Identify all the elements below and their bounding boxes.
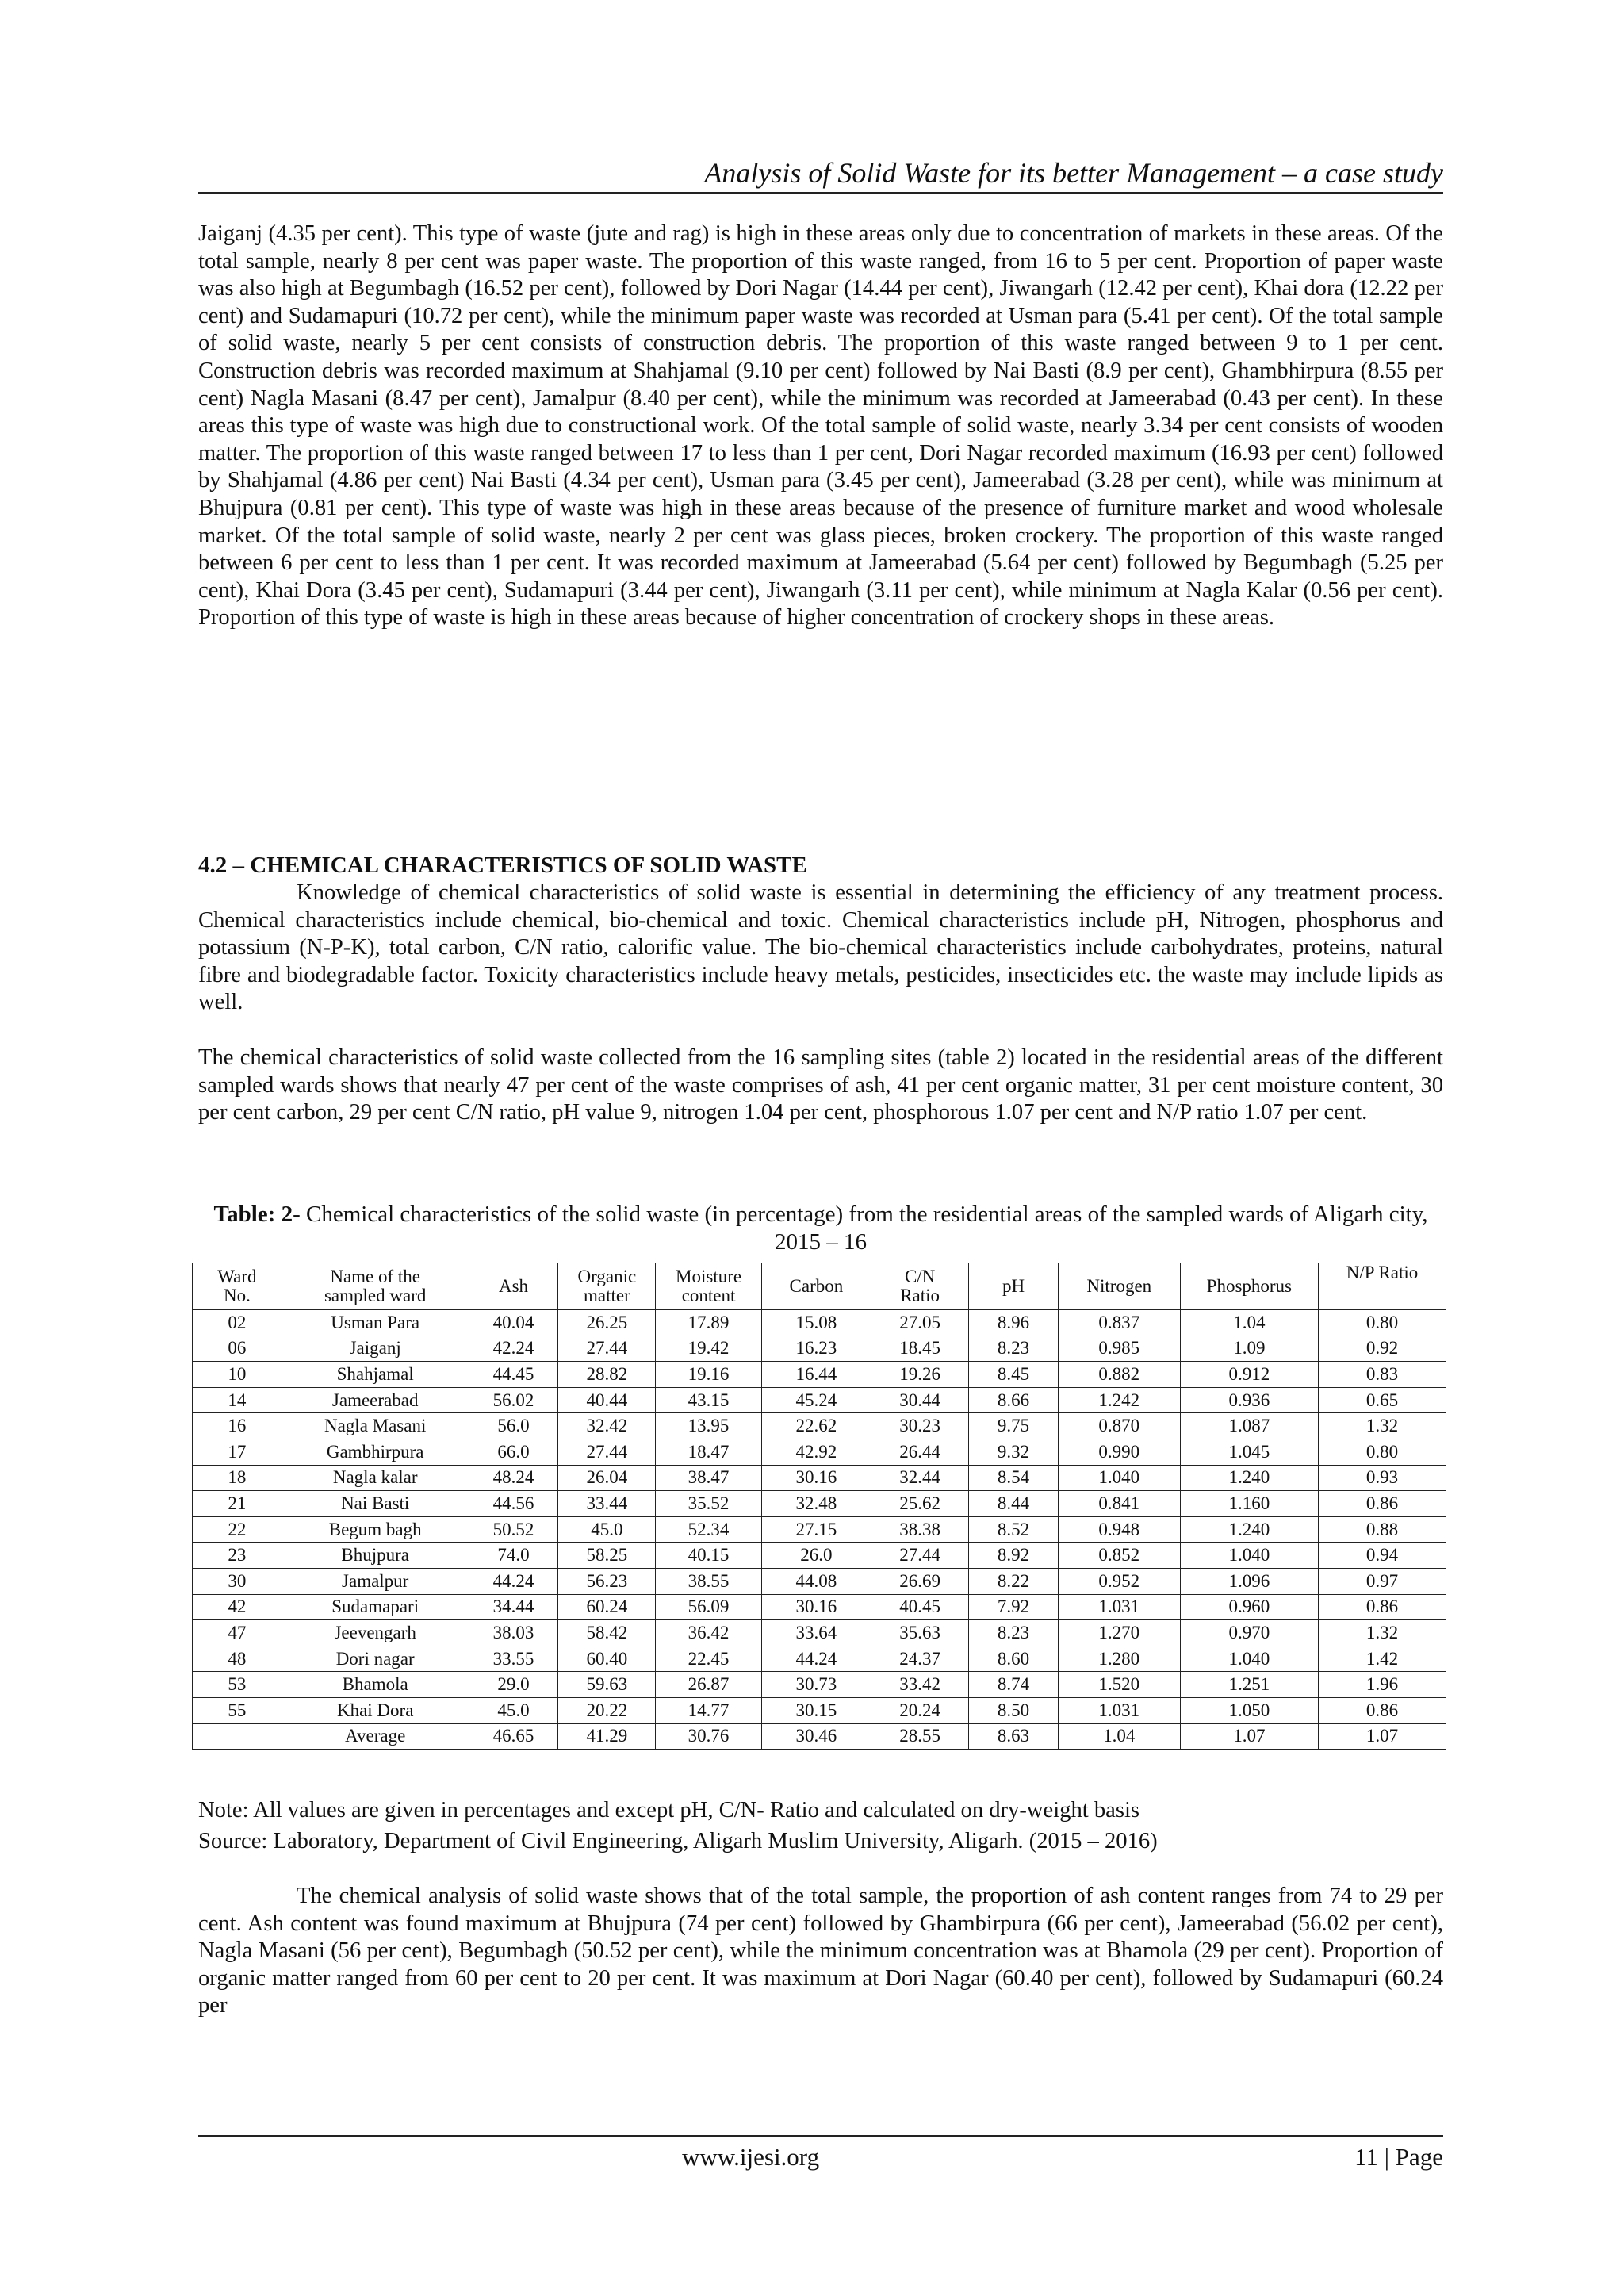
- cell-cn-ratio: 32.44: [871, 1465, 969, 1491]
- cell-moisture-content: 14.77: [656, 1697, 761, 1723]
- cell-nitrogen: 1.040: [1058, 1465, 1180, 1491]
- cell-organic-matter: 32.42: [558, 1413, 656, 1439]
- cell-ward-name: Jaiganj: [282, 1336, 469, 1362]
- cell-ward-name: Sudamapari: [282, 1594, 469, 1620]
- cell-carbon: 22.62: [761, 1413, 871, 1439]
- cell-np-ratio: 0.80: [1318, 1439, 1446, 1465]
- cell-ward-name: Khai Dora: [282, 1697, 469, 1723]
- cell-nitrogen: 1.031: [1058, 1594, 1180, 1620]
- cell-ward-no: 53: [193, 1672, 282, 1698]
- cell-organic-matter: 28.82: [558, 1362, 656, 1388]
- cell-np-ratio: 0.94: [1318, 1543, 1446, 1569]
- cell-nitrogen: 0.948: [1058, 1516, 1180, 1543]
- cell-np-ratio: 0.97: [1318, 1568, 1446, 1594]
- cell-ash: 33.55: [469, 1646, 558, 1672]
- table-average-row: [193, 1723, 1446, 1750]
- table-row: [193, 1646, 1446, 1672]
- cell-phosphorus: 0.960: [1180, 1594, 1318, 1620]
- cell-moisture-content: 13.95: [656, 1413, 761, 1439]
- cell-ward-name: Usman Para: [282, 1310, 469, 1336]
- paragraph-chemical-summary: The chemical characteristics of solid waste collected from the 16 sampling sites (table 2) located in the residential areas of the different sampled wards shows that nearly 47 per cent of the waste comprises of ash, 41 per cent organic matter, 31 per cent moisture content, 30 per cent carbon, 29 per cent C/N ratio, pH value 9, nitrogen 1.04 per cent, phosphorous 1.07 per cent and N/P ratio 1.07 per cent.: [198, 1045, 1443, 1125]
- cell-carbon: 16.44: [761, 1362, 871, 1388]
- cell-nitrogen: 0.852: [1058, 1543, 1180, 1569]
- cell-ph: 8.60: [969, 1646, 1059, 1672]
- cell-ph: 8.23: [969, 1620, 1059, 1646]
- cell-nitrogen: 0.837: [1058, 1310, 1180, 1336]
- cell-phosphorus: 0.912: [1180, 1362, 1318, 1388]
- cell-ward-no: 48: [193, 1646, 282, 1672]
- cell-ward-name: Bhujpura: [282, 1543, 469, 1569]
- cell-nitrogen: 1.270: [1058, 1620, 1180, 1646]
- cell-cn-ratio: 25.62: [871, 1491, 969, 1517]
- cell-ph: 8.52: [969, 1516, 1059, 1543]
- cell-ash: 56.02: [469, 1387, 558, 1413]
- cell-phosphorus: 1.096: [1180, 1568, 1318, 1594]
- cell-ward-name: Gambhirpura: [282, 1439, 469, 1465]
- cell-moisture-content: 40.15: [656, 1543, 761, 1569]
- cell-ash: 44.56: [469, 1491, 558, 1517]
- cell-ward-no: 18: [193, 1465, 282, 1491]
- cell-ward-name: Average: [282, 1723, 469, 1750]
- cell-organic-matter: 41.29: [558, 1723, 656, 1750]
- cell-ash: 48.24: [469, 1465, 558, 1491]
- cell-nitrogen: 1.242: [1058, 1387, 1180, 1413]
- cell-phosphorus: 1.040: [1180, 1646, 1318, 1672]
- cell-ward-name: Dori nagar: [282, 1646, 469, 1672]
- cell-ward-name: Begum bagh: [282, 1516, 469, 1543]
- cell-ph: 7.92: [969, 1594, 1059, 1620]
- table-row: [193, 1568, 1446, 1594]
- table-caption-text: Chemical characteristics of the solid waste (in percentage) from the residential areas of the sampled wards of Aligarh city, 2015 – 16: [300, 1202, 1428, 1255]
- cell-cn-ratio: 20.24: [871, 1697, 969, 1723]
- cell-np-ratio: 1.07: [1318, 1723, 1446, 1750]
- cell-np-ratio: 0.88: [1318, 1516, 1446, 1543]
- cell-ward-no: 55: [193, 1697, 282, 1723]
- cell-moisture-content: 19.42: [656, 1336, 761, 1362]
- cell-ward-name: Jamalpur: [282, 1568, 469, 1594]
- cell-carbon: 30.73: [761, 1672, 871, 1698]
- cell-ash: 50.52: [469, 1516, 558, 1543]
- header-rule: [198, 192, 1443, 194]
- table-row: [193, 1672, 1446, 1698]
- header-ph: pH: [969, 1263, 1059, 1310]
- cell-organic-matter: 45.0: [558, 1516, 656, 1543]
- cell-moisture-content: 19.16: [656, 1362, 761, 1388]
- table-row: [193, 1362, 1446, 1388]
- cell-nitrogen: 1.04: [1058, 1723, 1180, 1750]
- cell-np-ratio: 0.92: [1318, 1336, 1446, 1362]
- cell-ward-no: [193, 1723, 282, 1750]
- cell-ash: 66.0: [469, 1439, 558, 1465]
- cell-ward-no: 30: [193, 1568, 282, 1594]
- cell-ward-no: 22: [193, 1516, 282, 1543]
- cell-carbon: 30.16: [761, 1594, 871, 1620]
- cell-carbon: 33.64: [761, 1620, 871, 1646]
- table-note: Note: All values are given in percentages and except pH, C/N- Ratio and calculated on dry-weight basis: [198, 1798, 1140, 1823]
- cell-ash: 44.24: [469, 1568, 558, 1594]
- cell-cn-ratio: 28.55: [871, 1723, 969, 1750]
- cell-ward-name: Jeevengarh: [282, 1620, 469, 1646]
- header-carbon: Carbon: [761, 1263, 871, 1310]
- table-row: [193, 1620, 1446, 1646]
- table-row: [193, 1413, 1446, 1439]
- cell-ash: 46.65: [469, 1723, 558, 1750]
- cell-cn-ratio: 35.63: [871, 1620, 969, 1646]
- cell-moisture-content: 22.45: [656, 1646, 761, 1672]
- cell-np-ratio: 1.96: [1318, 1672, 1446, 1698]
- cell-np-ratio: 1.42: [1318, 1646, 1446, 1672]
- header-phosphorus: Phosphorus: [1180, 1263, 1318, 1310]
- cell-cn-ratio: 26.44: [871, 1439, 969, 1465]
- cell-nitrogen: 0.985: [1058, 1336, 1180, 1362]
- cell-moisture-content: 35.52: [656, 1491, 761, 1517]
- cell-ash: 34.44: [469, 1594, 558, 1620]
- table-row: [193, 1697, 1446, 1723]
- cell-moisture-content: 36.42: [656, 1620, 761, 1646]
- table-row: [193, 1336, 1446, 1362]
- cell-ward-no: 16: [193, 1413, 282, 1439]
- table-caption: [198, 1201, 1443, 1256]
- cell-nitrogen: 0.952: [1058, 1568, 1180, 1594]
- cell-phosphorus: 1.087: [1180, 1413, 1318, 1439]
- paragraph-chemical-analysis: The chemical analysis of solid waste shows that of the total sample, the proportion of ash content ranges from 74 to 29 per cent. Ash content was found maximum at Bhujpura (74 per cent) followed by Ghambirpura (66 per cent), Jameerabad (56.02 per cent), Nagla Masani (56 per cent), Begumbagh (50.52 per cent), while the minimum concentration was at Bhamola (29 per cent). Proportion of organic matter ranged from 60 per cent to 20 per cent. It was maximum at Dori Nagar (60.40 per cent), followed by Sudamapuri (60.24 per: [198, 1884, 1443, 2018]
- cell-ph: 9.75: [969, 1413, 1059, 1439]
- cell-organic-matter: 26.25: [558, 1310, 656, 1336]
- cell-carbon: 32.48: [761, 1491, 871, 1517]
- cell-cn-ratio: 40.45: [871, 1594, 969, 1620]
- cell-moisture-content: 17.89: [656, 1310, 761, 1336]
- cell-ph: 8.92: [969, 1543, 1059, 1569]
- document-page: [198, 0, 1443, 2296]
- cell-ash: 42.24: [469, 1336, 558, 1362]
- cell-carbon: 30.46: [761, 1723, 871, 1750]
- table-row: [193, 1491, 1446, 1517]
- table-source: Source: Laboratory, Department of Civil Engineering, Aligarh Muslim University, Aligarh. (2015 – 2016): [198, 1829, 1158, 1853]
- cell-organic-matter: 59.63: [558, 1672, 656, 1698]
- cell-moisture-content: 38.47: [656, 1465, 761, 1491]
- cell-np-ratio: 0.86: [1318, 1491, 1446, 1517]
- cell-ward-name: Shahjamal: [282, 1362, 469, 1388]
- cell-carbon: 15.08: [761, 1310, 871, 1336]
- cell-ash: 45.0: [469, 1697, 558, 1723]
- footer-page-number: 11 | Page: [1354, 2143, 1443, 2171]
- cell-nitrogen: 0.882: [1058, 1362, 1180, 1388]
- cell-ash: 74.0: [469, 1543, 558, 1569]
- cell-carbon: 26.0: [761, 1543, 871, 1569]
- cell-ph: 9.32: [969, 1439, 1059, 1465]
- cell-ph: 8.54: [969, 1465, 1059, 1491]
- table-row: [193, 1387, 1446, 1413]
- cell-phosphorus: 1.050: [1180, 1697, 1318, 1723]
- header-ward-name: Name of the sampled ward: [282, 1263, 469, 1310]
- cell-ward-no: 14: [193, 1387, 282, 1413]
- cell-phosphorus: 1.251: [1180, 1672, 1318, 1698]
- footer-url: www.ijesi.org: [682, 2143, 820, 2171]
- table-row: [193, 1594, 1446, 1620]
- cell-phosphorus: 1.045: [1180, 1439, 1318, 1465]
- header-organic-matter: Organic matter: [558, 1263, 656, 1310]
- cell-cn-ratio: 27.44: [871, 1543, 969, 1569]
- cell-carbon: 27.15: [761, 1516, 871, 1543]
- header-ash: Ash: [469, 1263, 558, 1310]
- paragraph-chemical-intro: Knowledge of chemical characteristics of solid waste is essential in determining the efficiency of any treatment process. Chemical characteristics include chemical, bio-chemical and toxic. Chemical characteristics include pH, Nitrogen, phosphorus and potassium (N-P-K), total carbon, C/N ratio, calorific value. The bio-chemical characteristics include carbohydrates, proteins, natural fibre and biodegradable factor. Toxicity characteristics include heavy metals, pesticides, insecticides etc. the waste may include lipids as well.: [198, 880, 1443, 1015]
- cell-cn-ratio: 30.44: [871, 1387, 969, 1413]
- cell-organic-matter: 58.25: [558, 1543, 656, 1569]
- cell-ash: 56.0: [469, 1413, 558, 1439]
- cell-ward-no: 21: [193, 1491, 282, 1517]
- cell-ph: 8.74: [969, 1672, 1059, 1698]
- cell-organic-matter: 26.04: [558, 1465, 656, 1491]
- cell-ward-no: 23: [193, 1543, 282, 1569]
- cell-ward-name: Nagla Masani: [282, 1413, 469, 1439]
- cell-organic-matter: 33.44: [558, 1491, 656, 1517]
- cell-np-ratio: 0.93: [1318, 1465, 1446, 1491]
- cell-ward-no: 47: [193, 1620, 282, 1646]
- table-caption-label: Table: 2-: [213, 1202, 301, 1227]
- cell-organic-matter: 56.23: [558, 1568, 656, 1594]
- table-row: [193, 1465, 1446, 1491]
- cell-cn-ratio: 26.69: [871, 1568, 969, 1594]
- cell-organic-matter: 60.40: [558, 1646, 656, 1672]
- running-header: Analysis of Solid Waste for its better Management – a case study: [704, 157, 1443, 189]
- cell-ph: 8.45: [969, 1362, 1059, 1388]
- cell-organic-matter: 58.42: [558, 1620, 656, 1646]
- cell-np-ratio: 0.86: [1318, 1697, 1446, 1723]
- cell-phosphorus: 1.040: [1180, 1543, 1318, 1569]
- table-row: [193, 1310, 1446, 1336]
- cell-moisture-content: 43.15: [656, 1387, 761, 1413]
- cell-carbon: 44.24: [761, 1646, 871, 1672]
- cell-organic-matter: 27.44: [558, 1439, 656, 1465]
- cell-carbon: 42.92: [761, 1439, 871, 1465]
- cell-ph: 8.96: [969, 1310, 1059, 1336]
- section-heading: 4.2 – CHEMICAL CHARACTERISTICS OF SOLID WASTE: [198, 853, 807, 878]
- cell-organic-matter: 20.22: [558, 1697, 656, 1723]
- cell-phosphorus: 1.240: [1180, 1465, 1318, 1491]
- cell-ph: 8.44: [969, 1491, 1059, 1517]
- cell-ward-no: 42: [193, 1594, 282, 1620]
- cell-carbon: 16.23: [761, 1336, 871, 1362]
- cell-moisture-content: 30.76: [656, 1723, 761, 1750]
- cell-np-ratio: 1.32: [1318, 1620, 1446, 1646]
- cell-nitrogen: 0.841: [1058, 1491, 1180, 1517]
- cell-cn-ratio: 18.45: [871, 1336, 969, 1362]
- cell-moisture-content: 38.55: [656, 1568, 761, 1594]
- cell-ward-no: 02: [193, 1310, 282, 1336]
- cell-cn-ratio: 24.37: [871, 1646, 969, 1672]
- cell-carbon: 44.08: [761, 1568, 871, 1594]
- cell-ph: 8.22: [969, 1568, 1059, 1594]
- cell-moisture-content: 26.87: [656, 1672, 761, 1698]
- cell-nitrogen: 1.280: [1058, 1646, 1180, 1672]
- cell-carbon: 30.16: [761, 1465, 871, 1491]
- cell-phosphorus: 1.240: [1180, 1516, 1318, 1543]
- footer-rule: [198, 2135, 1443, 2137]
- header-ward-no: Ward No.: [193, 1263, 282, 1310]
- cell-ph: 8.66: [969, 1387, 1059, 1413]
- table-row: [193, 1543, 1446, 1569]
- cell-nitrogen: 1.520: [1058, 1672, 1180, 1698]
- cell-np-ratio: 0.65: [1318, 1387, 1446, 1413]
- cell-moisture-content: 18.47: [656, 1439, 761, 1465]
- table-body: [193, 1310, 1446, 1750]
- cell-ward-name: Nai Basti: [282, 1491, 469, 1517]
- cell-organic-matter: 27.44: [558, 1336, 656, 1362]
- cell-ward-no: 10: [193, 1362, 282, 1388]
- cell-np-ratio: 0.80: [1318, 1310, 1446, 1336]
- cell-phosphorus: 1.04: [1180, 1310, 1318, 1336]
- cell-nitrogen: 0.990: [1058, 1439, 1180, 1465]
- header-np-ratio: N/P Ratio: [1318, 1263, 1446, 1310]
- cell-nitrogen: 0.870: [1058, 1413, 1180, 1439]
- header-cn-ratio: C/N Ratio: [871, 1263, 969, 1310]
- cell-carbon: 30.15: [761, 1697, 871, 1723]
- cell-np-ratio: 0.86: [1318, 1594, 1446, 1620]
- table-header-row: [193, 1263, 1446, 1310]
- cell-ward-name: Nagla kalar: [282, 1465, 469, 1491]
- cell-phosphorus: 1.09: [1180, 1336, 1318, 1362]
- paragraph-waste-composition: Jaiganj (4.35 per cent). This type of waste (jute and rag) is high in these areas only due to concentration of markets in these areas. Of the total sample, nearly 8 per cent was paper waste. The proportion of this waste ranged, from 16 to 5 per cent. Proportion of paper waste was also high at Begumbagh (16.52 per cent), followed by Dori Nagar (14.44 per cent), Jiwangarh (12.42 per cent), Khai dora (12.22 per cent) and Sudamapuri (10.72 per cent), while the minimum paper waste was recorded at Usman para (5.41 per cent). Of the total sample of solid waste, nearly 5 per cent consists of construction debris. The proportion of this waste ranged between 9 to 1 per cent. Construction debris was recorded maximum at Shahjamal (9.10 per cent) followed by Nai Basti (8.9 per cent), Ghambhirpura (8.55 per cent) Nagla Masani (8.47 per cent), Jamalpur (8.40 per cent), while the minimum was recorded at Jameerabad (0.43 per cent). In these areas this type of waste was high due to constructional work. Of the total sample of solid waste, nearly 3.34 per cent consists of wooden matter. The proportion of this waste ranged between 17 to less than 1 per cent, Dori Nagar recorded maximum (16.93 per cent) followed by Shahjamal (4.86 per cent) Nai Basti (4.34 per cent), Usman para (3.45 per cent), Jameerabad (3.28 per cent), while was minimum at Bhujpura (0.81 per cent). This type of waste was high in these areas because of the presence of furniture market and wood wholesale market. Of the total sample of solid waste, nearly 2 per cent was glass pieces, broken crockery. The proportion of this waste ranged between 6 per cent to less than 1 per cent. It was recorded maximum at Jameerabad (5.64 per cent) followed by Begumbagh (5.25 per cent), Khai Dora (3.45 per cent), Sudamapuri (3.44 per cent), Jiwangarh (3.11 per cent), while minimum at Nagla Kalar (0.56 per cent). Proportion of this type of waste is high in these areas because of higher concentration of crockery shops in these areas.: [198, 221, 1443, 631]
- cell-cn-ratio: 33.42: [871, 1672, 969, 1698]
- chemical-characteristics-table: [192, 1263, 1446, 1750]
- cell-ph: 8.63: [969, 1723, 1059, 1750]
- cell-phosphorus: 1.07: [1180, 1723, 1318, 1750]
- cell-np-ratio: 0.83: [1318, 1362, 1446, 1388]
- cell-ash: 40.04: [469, 1310, 558, 1336]
- cell-ph: 8.50: [969, 1697, 1059, 1723]
- cell-moisture-content: 52.34: [656, 1516, 761, 1543]
- cell-ash: 38.03: [469, 1620, 558, 1646]
- table-row: [193, 1516, 1446, 1543]
- cell-cn-ratio: 38.38: [871, 1516, 969, 1543]
- table-row: [193, 1439, 1446, 1465]
- cell-phosphorus: 1.160: [1180, 1491, 1318, 1517]
- cell-ash: 44.45: [469, 1362, 558, 1388]
- cell-organic-matter: 60.24: [558, 1594, 656, 1620]
- cell-np-ratio: 1.32: [1318, 1413, 1446, 1439]
- cell-nitrogen: 1.031: [1058, 1697, 1180, 1723]
- cell-moisture-content: 56.09: [656, 1594, 761, 1620]
- cell-phosphorus: 0.970: [1180, 1620, 1318, 1646]
- cell-ph: 8.23: [969, 1336, 1059, 1362]
- cell-ash: 29.0: [469, 1672, 558, 1698]
- cell-cn-ratio: 27.05: [871, 1310, 969, 1336]
- header-moisture-content: Moisture content: [656, 1263, 761, 1310]
- cell-organic-matter: 40.44: [558, 1387, 656, 1413]
- cell-ward-name: Bhamola: [282, 1672, 469, 1698]
- cell-phosphorus: 0.936: [1180, 1387, 1318, 1413]
- cell-cn-ratio: 19.26: [871, 1362, 969, 1388]
- cell-ward-name: Jameerabad: [282, 1387, 469, 1413]
- cell-ward-no: 17: [193, 1439, 282, 1465]
- header-nitrogen: Nitrogen: [1058, 1263, 1180, 1310]
- cell-carbon: 45.24: [761, 1387, 871, 1413]
- cell-ward-no: 06: [193, 1336, 282, 1362]
- cell-cn-ratio: 30.23: [871, 1413, 969, 1439]
